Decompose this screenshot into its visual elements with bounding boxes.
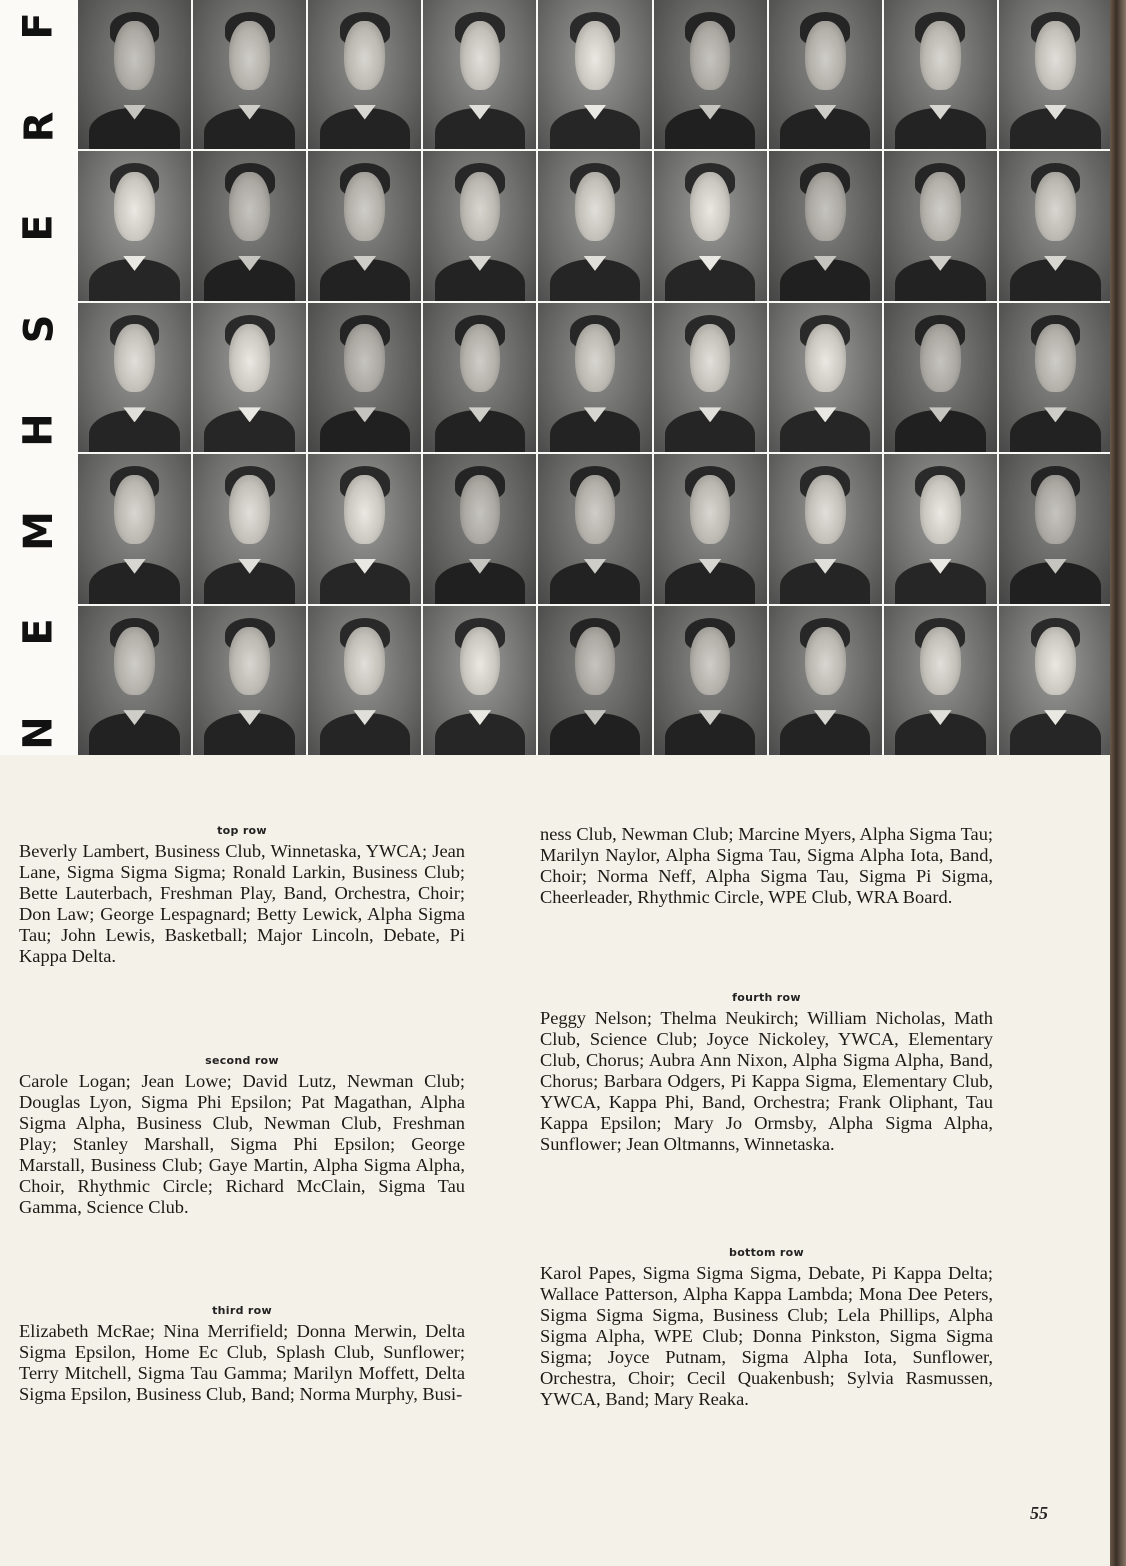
student-portrait: [538, 303, 651, 452]
caption-text: Karol Papes, Sigma Sigma Sigma, Debate, Pi Kappa Delta; Wallace Patterson, Alpha Kappa Lambda; Mona Dee Peters, Sigma Sigma Sigma, Business Club; Lela Phillips, Alpha Sigma Alpha, WPE Club; Donna Pinkston, Sigma Sigma Sigma; Joyce Putnam, Sigma Alpha Iota, Sunflower, Orchestra, Choir; Cecil Quakenbush; Sylvia Rasmussen, YWCA, Band; Mary Reaka.: [540, 1263, 993, 1409]
portrait-head: [805, 21, 846, 90]
portrait-head: [575, 627, 616, 696]
portrait-head: [805, 475, 846, 544]
portrait-head: [460, 172, 501, 241]
title-letter: R: [16, 111, 62, 143]
caption-text: Peggy Nelson; Thelma Neukirch; William Nicholas, Math Club, Science Club; Joyce Nickoley, YWCA, Elementary Club, Chorus; Aubra Ann Nixon, Alpha Sigma Alpha, Band, Chorus; Barbara Odgers, Pi Kappa Sigma, Elementary Club, YWCA, Kappa Phi, Band, Orchestra; Frank Oliphant, Tau Kappa Epsilon; Mary Jo Ormsby, Alpha Sigma Alpha, Sunflower; Jean Oltmanns, Winnetaska.: [540, 1008, 993, 1154]
portrait-head: [575, 172, 616, 241]
portrait-head: [1035, 475, 1076, 544]
student-portrait: [538, 0, 651, 149]
student-portrait: [769, 454, 882, 603]
caption-heading: second row: [205, 1054, 279, 1067]
portrait-head: [460, 475, 501, 544]
student-portrait: [78, 303, 191, 452]
caption-heading: top row: [217, 824, 267, 837]
student-portrait: [193, 0, 306, 149]
portrait-head: [920, 324, 961, 393]
portrait-head: [1035, 21, 1076, 90]
student-portrait: [884, 151, 997, 300]
portrait-head: [575, 324, 616, 393]
student-portrait: [538, 151, 651, 300]
title-letter: E: [15, 618, 62, 646]
student-portrait: [999, 303, 1112, 452]
student-portrait: [538, 606, 651, 755]
student-portrait: [308, 606, 421, 755]
student-portrait: [769, 606, 882, 755]
portrait-head: [920, 475, 961, 544]
portrait-head: [690, 475, 731, 544]
portrait-head: [229, 172, 270, 241]
student-portrait: [884, 606, 997, 755]
portrait-head: [344, 475, 385, 544]
caption-third-row: [19, 1300, 465, 1405]
portrait-head: [344, 21, 385, 90]
student-portrait: [999, 606, 1112, 755]
student-portrait: [193, 303, 306, 452]
portrait-head: [460, 627, 501, 696]
student-portrait: [423, 151, 536, 300]
portrait-head: [690, 172, 731, 241]
student-portrait: [654, 0, 767, 149]
page-number: 55: [1030, 1503, 1048, 1523]
portrait-head: [805, 324, 846, 393]
portrait-head: [1035, 172, 1076, 241]
student-portrait: [999, 454, 1112, 603]
book-spine-edge: [1110, 0, 1126, 1566]
student-portrait: [538, 454, 651, 603]
portrait-head: [920, 627, 961, 696]
student-portrait: [884, 454, 997, 603]
student-portrait: [999, 0, 1112, 149]
student-portrait: [884, 303, 997, 452]
portrait-head: [229, 475, 270, 544]
title-letter: S: [16, 314, 62, 344]
student-portrait: [193, 606, 306, 755]
caption-bottom-row: [540, 1242, 993, 1410]
portrait-head: [344, 324, 385, 393]
title-letter: F: [15, 12, 62, 40]
student-portrait: [193, 151, 306, 300]
portrait-head: [690, 627, 731, 696]
title-letter: E: [15, 214, 62, 242]
student-portrait: [884, 0, 997, 149]
title-letter: H: [15, 413, 62, 447]
student-portrait: [423, 606, 536, 755]
portrait-head: [1035, 324, 1076, 393]
photo-section: [0, 0, 1112, 755]
student-portrait: [654, 454, 767, 603]
student-portrait: [999, 151, 1112, 300]
portrait-head: [114, 324, 155, 393]
title-letter: N: [15, 716, 62, 750]
caption-heading: third row: [212, 1304, 272, 1317]
student-portrait: [193, 454, 306, 603]
student-portrait: [78, 151, 191, 300]
student-portrait: [308, 454, 421, 603]
student-portrait: [769, 0, 882, 149]
portrait-head: [229, 21, 270, 90]
portrait-head: [460, 21, 501, 90]
caption-fourth-row: [540, 987, 993, 1155]
portrait-head: [114, 475, 155, 544]
portrait-head: [114, 21, 155, 90]
caption-text: Carole Logan; Jean Lowe; David Lutz, Newman Club; Douglas Lyon, Sigma Phi Epsilon; Pat Magathan, Alpha Sigma Alpha, Business Club, Newman Club, Freshman Play; Stanley Marshall, Sigma Phi Epsilon; George Marstall, Business Club; Gaye Martin, Alpha Sigma Alpha, Choir, Rhythmic Circle; Richard McClain, Sigma Tau Gamma, Science Club.: [19, 1071, 465, 1217]
portrait-head: [344, 627, 385, 696]
student-portrait: [423, 454, 536, 603]
caption-second-row: [19, 1050, 465, 1218]
portrait-grid: [78, 0, 1112, 755]
student-portrait: [78, 454, 191, 603]
student-portrait: [769, 151, 882, 300]
student-portrait: [78, 606, 191, 755]
student-portrait: [423, 0, 536, 149]
portrait-head: [575, 475, 616, 544]
caption-heading: fourth row: [732, 991, 801, 1004]
student-portrait: [423, 303, 536, 452]
title-letter: M: [16, 511, 62, 551]
student-portrait: [308, 151, 421, 300]
caption-third-row-continued: [540, 824, 993, 908]
student-portrait: [769, 303, 882, 452]
student-portrait: [78, 0, 191, 149]
portrait-head: [575, 21, 616, 90]
portrait-head: [805, 627, 846, 696]
freshmen-vertical-title: [8, 0, 70, 755]
caption-text: Beverly Lambert, Business Club, Winnetaska, YWCA; Jean Lane, Sigma Sigma Sigma; Ronald Larkin, Business Club; Bette Lauterbach, Freshman Play, Band, Orchestra, Choir; Don Law; George Lespagnard; Betty Lewick, Alpha Sigma Tau; John Lewis, Basketball; Major Lincoln, Debate, Pi Kappa Delta.: [19, 841, 465, 966]
portrait-head: [690, 324, 731, 393]
student-portrait: [654, 303, 767, 452]
student-portrait: [308, 303, 421, 452]
portrait-head: [460, 324, 501, 393]
portrait-head: [690, 21, 731, 90]
portrait-head: [1035, 627, 1076, 696]
student-portrait: [308, 0, 421, 149]
caption-text: Elizabeth McRae; Nina Merrifield; Donna Merwin, Delta Sigma Epsilon, Home Ec Club, Splash Club, Sunflower; Terry Mitchell, Sigma Tau Gamma; Marilyn Moffett, Delta Sigma Epsilon, Business Club, Band; Norma Murphy, Busi-: [19, 1321, 465, 1404]
student-portrait: [654, 606, 767, 755]
portrait-head: [229, 627, 270, 696]
portrait-head: [114, 627, 155, 696]
caption-heading: bottom row: [729, 1246, 804, 1259]
portrait-head: [805, 172, 846, 241]
caption-top-row: [19, 820, 465, 967]
portrait-head: [344, 172, 385, 241]
portrait-head: [920, 172, 961, 241]
caption-text: ness Club, Newman Club; Marcine Myers, Alpha Sigma Tau; Marilyn Naylor, Alpha Sigma Tau, Sigma Alpha Iota, Band, Choir; Norma Neff, Alpha Sigma Tau, Sigma Pi Sigma, Cheerleader, Rhythmic Circle, WPE Club, WRA Board.: [540, 824, 993, 907]
portrait-head: [229, 324, 270, 393]
portrait-head: [114, 172, 155, 241]
portrait-head: [920, 21, 961, 90]
student-portrait: [654, 151, 767, 300]
